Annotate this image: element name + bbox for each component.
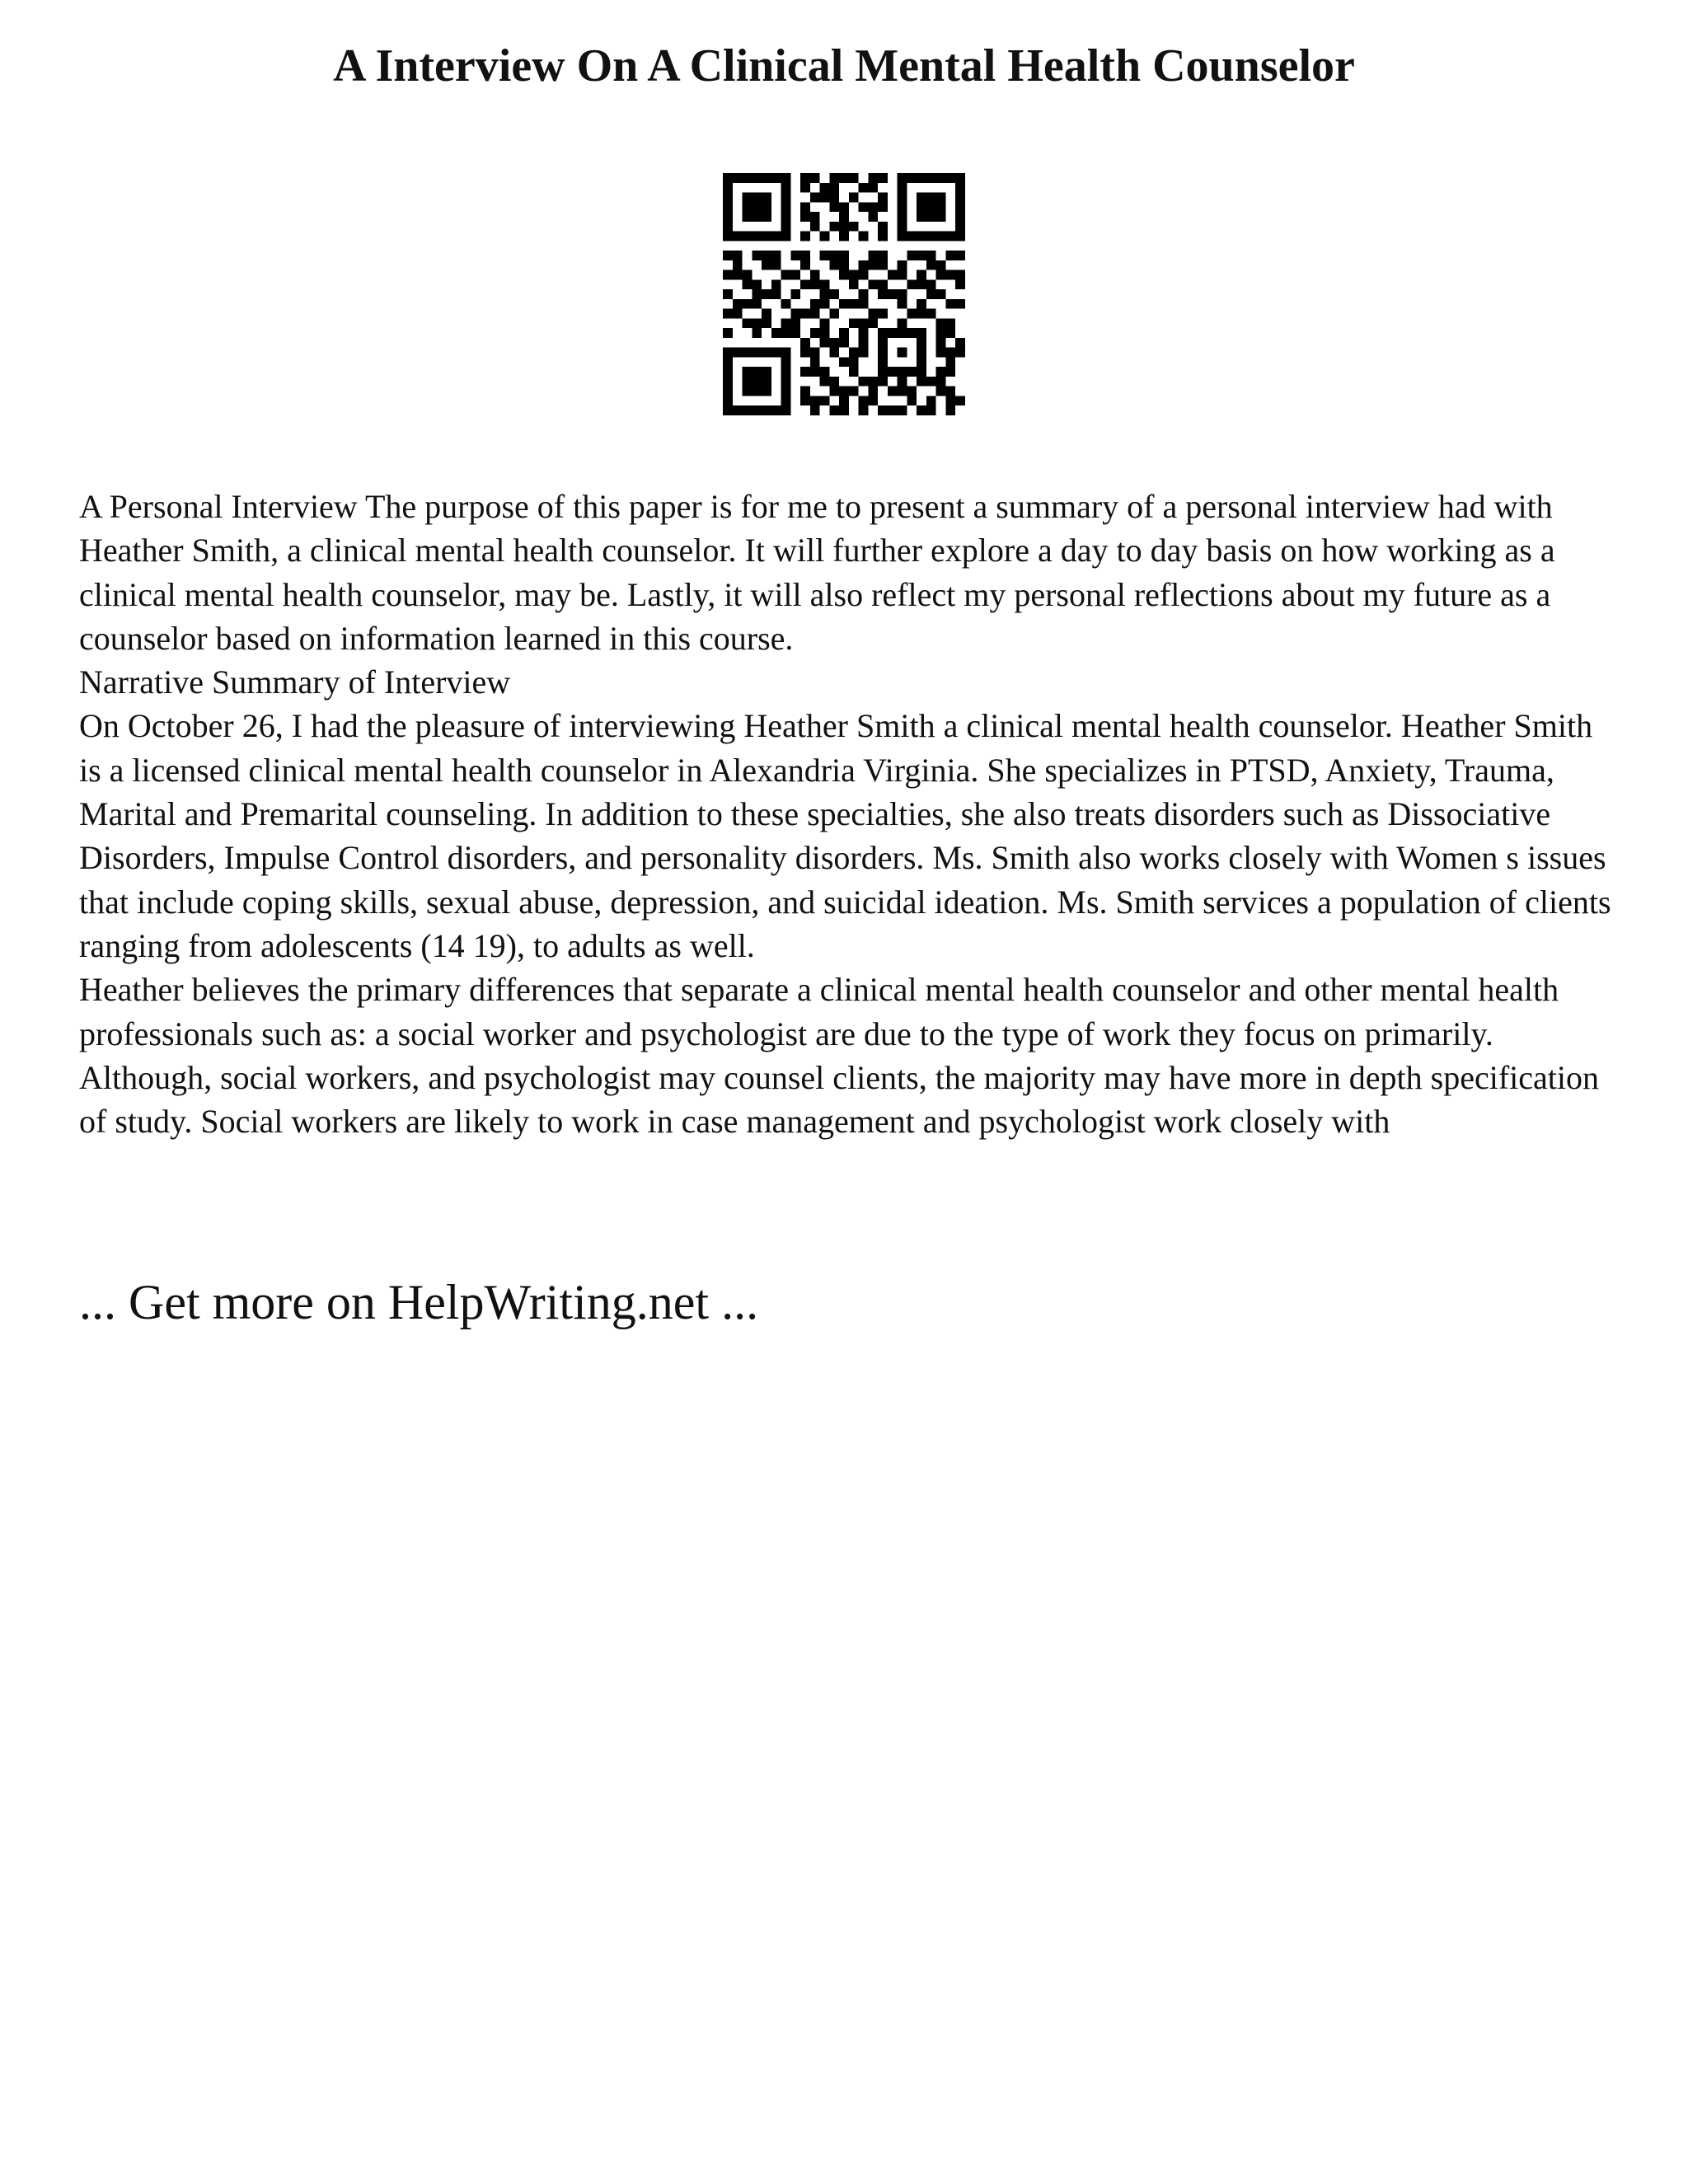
paragraph-intro: A Personal Interview The purpose of this paper is for me to present a summary of a personal interview had with Heather Smith, a clinical mental health counselor. It will further explore a day to day basis on how working as a clinical mental health counselor, may be. Lastly, it will also reflect my personal reflections about my future as a counselor based on information learned in this course. (79, 488, 1555, 657)
document-title: A Interview On A Clinical Mental Health Counselor (333, 40, 1355, 91)
paragraph-differences: Heather believes the primary differences that separate a clinical mental health counselor and other mental health professionals such as: a social worker and psychologist are due to the type of work they focus on primarily. Although, social workers, and psychologist may counsel clients, the majority may have more in depth specification of study. Social workers are likely to work in case management and psychologist work closely with (79, 971, 1600, 1141)
get-more-link[interactable]: ... Get more on HelpWriting.net ... (79, 1275, 759, 1329)
paragraph-interview-summary: On October 26, I had the pleasure of interviewing Heather Smith a clinical mental health counselor. Heather Smith is a licensed clinical mental health counselor in Alexandria Virginia. She specializes in PTSD, Anxiety, Trauma, Marital and Premarital counseling. In addition to these specialties, she also treats disorders such as Dissociative Disorders, Impulse Control disorders, and personality disorders. Ms. Smith also works closely with Women s issues that include coping skills, sexual abuse, depression, and suicidal ideation. Ms. Smith services a population of clients ranging from adolescents (14 19), to adults as well. (79, 707, 1611, 964)
qr-code-icon (723, 173, 965, 415)
document-body (79, 485, 1620, 1143)
section-heading-narrative-summary: Narrative Summary of Interview (79, 663, 511, 701)
